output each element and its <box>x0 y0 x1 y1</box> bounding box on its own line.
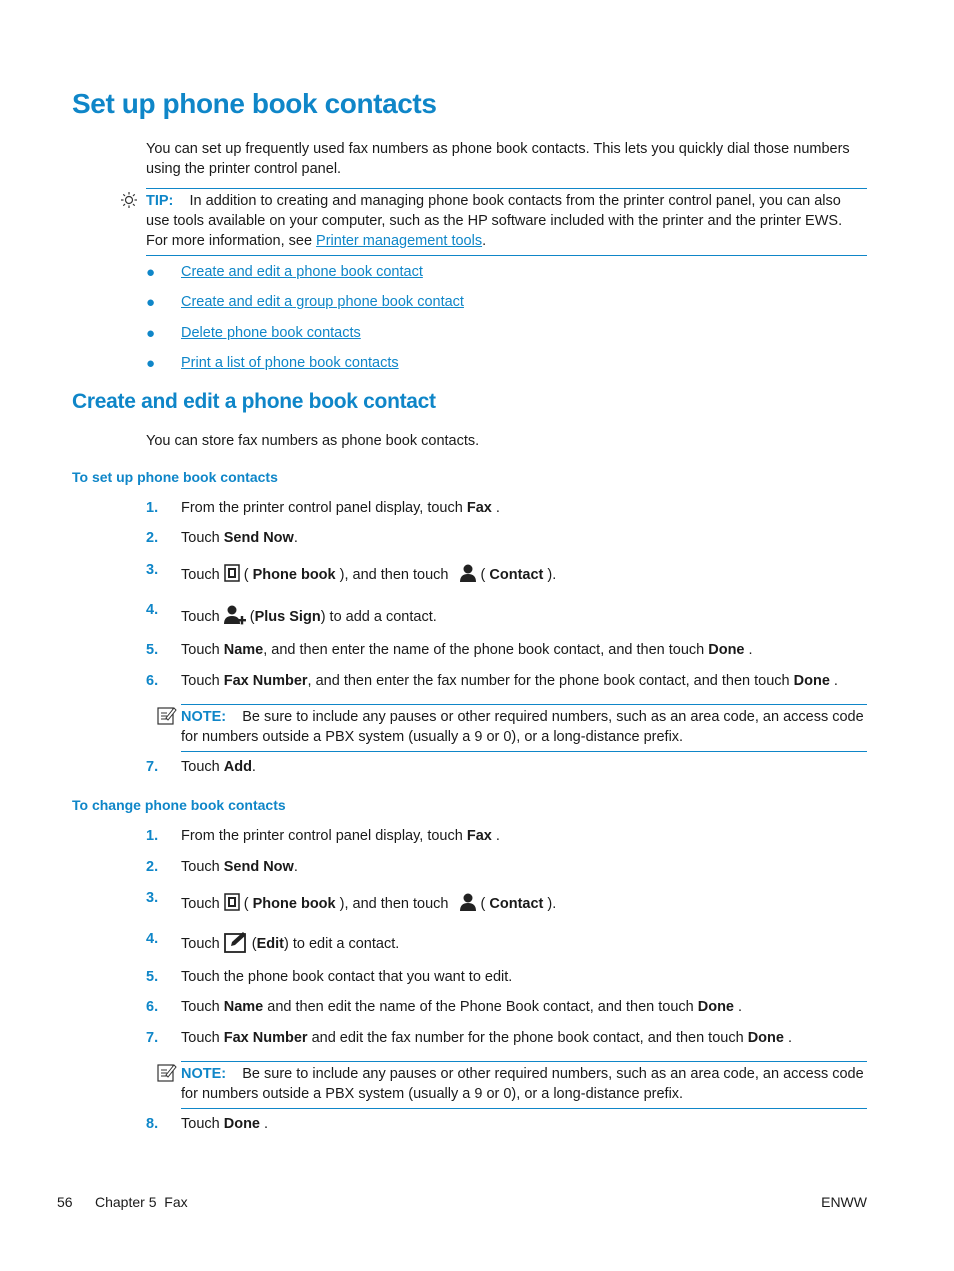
section-intro: You can store fax numbers as phone book contacts. <box>146 433 480 449</box>
setup-step-4: Touch (Plus Sign) to add a contact. <box>181 604 437 630</box>
step-number: 7. <box>146 1030 159 1046</box>
note-label: NOTE: <box>181 1066 227 1082</box>
tip-label: TIP: <box>146 193 174 209</box>
contact-icon <box>459 892 477 916</box>
step-number: 1. <box>146 828 159 844</box>
bullet-dot: ● <box>146 325 156 342</box>
change-step-1: From the printer control panel display, touch Fax . <box>181 828 500 844</box>
lightbulb-icon <box>120 191 138 213</box>
tip-end: . <box>482 233 487 249</box>
note-label: NOTE: <box>181 709 227 725</box>
step-number: 7. <box>146 759 159 775</box>
setup-step-6: Touch Fax Number, and then enter the fax number for the phone book contact, and then touch Done . <box>181 673 838 689</box>
change-heading: To change phone book contacts <box>72 797 286 813</box>
contact-icon <box>459 563 477 587</box>
setup-step-3: Touch ( Phone book ), and then touch ( Contact ). <box>181 563 556 587</box>
note-text: Be sure to include any pauses or other required numbers, such as an area code, an access code for numbers outside a PBX system (usually a 9 or 0), or a long-distance prefix. <box>181 1066 864 1102</box>
phone-book-icon <box>224 564 240 586</box>
page-title: Set up phone book contacts <box>72 88 437 119</box>
note-icon <box>157 1063 177 1087</box>
step-number: 8. <box>146 1116 159 1132</box>
page-number: 56 <box>57 1194 73 1210</box>
note-box <box>181 1061 867 1109</box>
bullet-dot: ● <box>146 294 156 311</box>
tip-box <box>146 188 867 256</box>
edit-icon <box>224 931 248 957</box>
link-print-contacts-list[interactable]: Print a list of phone book contacts <box>181 355 399 371</box>
step-number: 1. <box>146 500 159 516</box>
chapter-label: Chapter 5 Fax <box>95 1194 188 1210</box>
printer-management-tools-link[interactable]: Printer management tools <box>316 233 483 249</box>
step-number: 2. <box>146 859 159 875</box>
step-number: 3. <box>146 890 159 906</box>
step-number: 5. <box>146 642 159 658</box>
section-title: Create and edit a phone book contact <box>72 390 436 413</box>
phone-book-icon <box>224 893 240 915</box>
step-number: 3. <box>146 562 159 578</box>
change-step-7: Touch Fax Number and edit the fax number for the phone book contact, and then touch Done . <box>181 1030 792 1046</box>
intro-paragraph: You can set up frequently used fax numbers as phone book contacts. This lets you quickly dial those numbers using the printer control panel. <box>146 141 850 177</box>
setup-step-7: Touch Add. <box>181 759 256 775</box>
change-step-3: Touch ( Phone book ), and then touch ( Contact ). <box>181 892 556 916</box>
link-create-edit-group-contact[interactable]: Create and edit a group phone book contact <box>181 294 464 310</box>
step-number: 2. <box>146 530 159 546</box>
note-text: Be sure to include any pauses or other required numbers, such as an area code, an access code for numbers outside a PBX system (usually a 9 or 0), or a long-distance prefix. <box>181 709 864 745</box>
link-create-edit-contact[interactable]: Create and edit a phone book contact <box>181 264 423 280</box>
change-step-4: Touch (Edit) to edit a contact. <box>181 931 399 957</box>
note-box <box>181 704 867 752</box>
change-step-2: Touch Send Now. <box>181 859 298 875</box>
step-number: 4. <box>146 931 159 947</box>
setup-heading: To set up phone book contacts <box>72 469 278 485</box>
step-number: 6. <box>146 999 159 1015</box>
setup-step-5: Touch Name, and then enter the name of the phone book contact, and then touch Done . <box>181 642 753 658</box>
bullet-dot: ● <box>146 355 156 372</box>
setup-step-1: From the printer control panel display, touch Fax . <box>181 500 500 516</box>
link-delete-contacts[interactable]: Delete phone book contacts <box>181 325 361 341</box>
change-step-5: Touch the phone book contact that you want to edit. <box>181 969 513 985</box>
setup-step-2: Touch Send Now. <box>181 530 298 546</box>
tip-text: In addition to creating and managing phone book contacts from the printer control panel, you can also use tools available on your computer, such as the HP software included with the printer and the printer EWS. For more information, see <box>146 193 843 249</box>
step-number: 5. <box>146 969 159 985</box>
change-step-6: Touch Name and then edit the name of the Phone Book contact, and then touch Done . <box>181 999 743 1015</box>
plus-sign-contact-icon <box>224 604 246 630</box>
step-number: 6. <box>146 673 159 689</box>
step-number: 4. <box>146 602 159 618</box>
footer-right: ENWW <box>821 1194 867 1210</box>
bullet-dot: ● <box>146 264 156 281</box>
note-icon <box>157 706 177 730</box>
change-step-8: Touch Done . <box>181 1116 269 1132</box>
